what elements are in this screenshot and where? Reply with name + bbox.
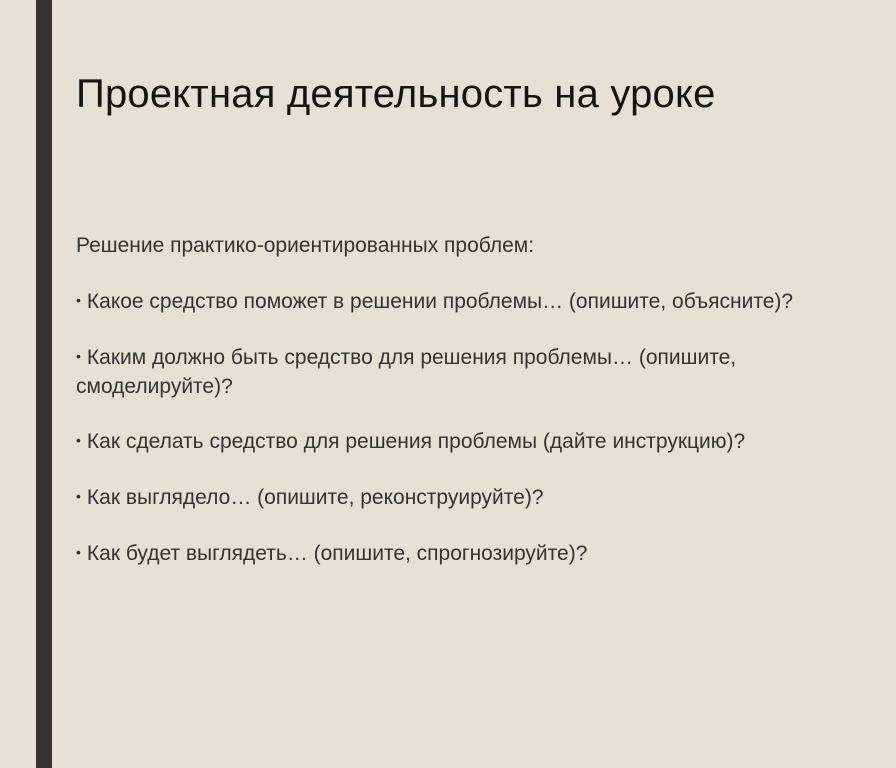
bullet-item xyxy=(76,344,846,401)
bullet-text: Как сделать средство для решения проблемы (дайте инструкцию)? xyxy=(86,430,746,453)
slide-title: Проектная деятельность на уроке xyxy=(76,72,716,116)
bullet-text: Как выглядело… (опишите, реконструируйте)? xyxy=(86,486,544,509)
intro-text: Решение практико-ориентированных проблем: xyxy=(76,234,535,257)
bullet-item xyxy=(76,484,846,513)
bullet-text: Как будет выглядеть… (опишите, спрогнозируйте)? xyxy=(86,542,588,565)
bullet-item xyxy=(76,288,846,317)
bullet-list xyxy=(76,288,846,569)
left-accent-bar xyxy=(36,0,52,768)
bullet-icon: • xyxy=(76,292,81,308)
slide-content xyxy=(76,232,846,596)
bullet-icon: • xyxy=(76,348,81,364)
bullet-item xyxy=(76,428,846,457)
bullet-icon: • xyxy=(76,488,81,504)
bullet-icon: • xyxy=(76,544,81,560)
bullet-text: Каким должно быть средство для решения проблемы… (опишите, смоделируйте)? xyxy=(76,346,737,398)
bullet-item xyxy=(76,540,846,569)
bullet-text: Какое средство поможет в решении проблемы… (опишите, объясните)? xyxy=(86,290,794,313)
bullet-icon: • xyxy=(76,432,81,448)
